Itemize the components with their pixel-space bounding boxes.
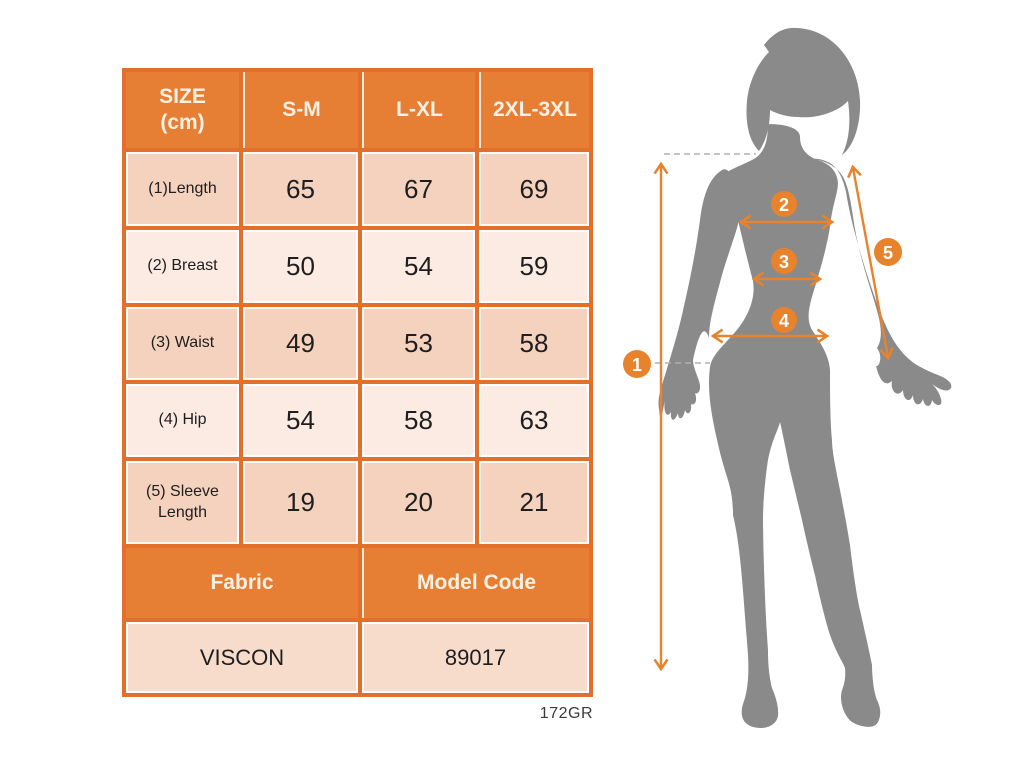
- cell-hip-l-xl: 58: [362, 384, 475, 457]
- header-size-line2: (cm): [160, 111, 205, 134]
- marker-2-number: 2: [778, 195, 790, 215]
- header-size-line1: SIZE: [159, 84, 206, 108]
- cell-hip-2xl-3xl: 63: [479, 384, 589, 457]
- cell-waist-l-xl: 53: [362, 307, 475, 380]
- marker-1: [623, 350, 651, 378]
- header-model-code: Model Code: [362, 548, 589, 618]
- cell-length-l-xl: 67: [362, 152, 475, 226]
- marker-4-number: 4: [778, 311, 790, 331]
- row-label-length: (1)Length: [126, 152, 239, 226]
- cell-length-s-m: 65: [243, 152, 358, 226]
- marker-5: [874, 238, 902, 266]
- row-label-breast: (2) Breast: [126, 230, 239, 303]
- marker-3-number: 3: [778, 252, 790, 272]
- cell-waist-2xl-3xl: 58: [479, 307, 589, 380]
- silhouette-head: [747, 28, 861, 155]
- header-col-l-xl: L-XL: [362, 72, 475, 148]
- row-label-hip: (4) Hip: [126, 384, 239, 457]
- header-fabric: Fabric: [126, 548, 358, 618]
- marker-4: [771, 307, 797, 333]
- cell-breast-l-xl: 54: [362, 230, 475, 303]
- marker-5-number: 5: [882, 243, 894, 263]
- header-col-2xl-3xl: 2XL-3XL: [479, 72, 589, 148]
- marker-3: [771, 248, 797, 274]
- cell-hip-s-m: 54: [243, 384, 358, 457]
- header-col-s-m: S-M: [243, 72, 358, 148]
- cell-sleeve-s-m: 19: [243, 461, 358, 544]
- cell-sleeve-l-xl: 20: [362, 461, 475, 544]
- cell-model-code-value: 89017: [362, 622, 589, 693]
- marker-1-number: 1: [631, 355, 643, 375]
- weight-note: 172GR: [539, 705, 593, 722]
- cell-length-2xl-3xl: 69: [479, 152, 589, 226]
- row-label-waist: (3) Waist: [126, 307, 239, 380]
- cell-breast-s-m: 50: [243, 230, 358, 303]
- cell-fabric-value: VISCON: [126, 622, 358, 693]
- body-silhouette: [658, 28, 951, 728]
- cell-breast-2xl-3xl: 59: [479, 230, 589, 303]
- cell-waist-s-m: 49: [243, 307, 358, 380]
- row-label-sleeve-length: (5) Sleeve Length: [126, 461, 239, 544]
- marker-2: [771, 191, 797, 217]
- cell-sleeve-2xl-3xl: 21: [479, 461, 589, 544]
